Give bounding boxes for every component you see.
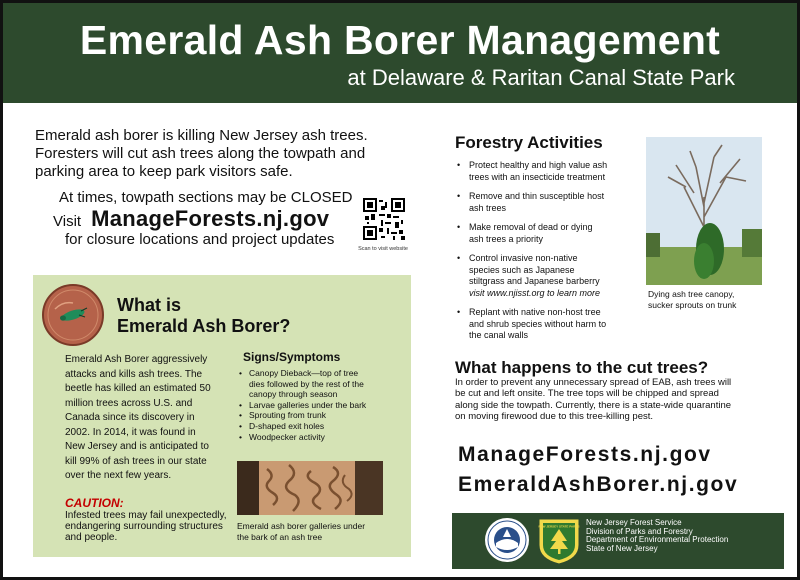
what-is-title-line: What is xyxy=(117,295,182,315)
manage-forests-link[interactable]: ManageForests.nj.gov xyxy=(458,443,712,466)
activity-item xyxy=(455,222,641,245)
body-line: In order to prevent any unnecessary spread of EAB, ash trees will xyxy=(455,377,732,388)
body-line: New Jersey and is anticipated to xyxy=(65,441,209,452)
body-line: over the next few years. xyxy=(65,470,172,481)
activity-line: • Replant with native non-host tree xyxy=(469,307,601,317)
caution-line: endangering surrounding structures xyxy=(65,521,223,532)
seal-text: NEW JERSEY STATE PARKS xyxy=(538,524,580,529)
activity-line: • Protect healthy and high value ash xyxy=(469,160,608,170)
intro-line: Emerald ash borer is killing New Jersey ash trees. xyxy=(35,127,368,144)
page-subtitle: at Delaware & Raritan Canal State Park xyxy=(347,65,735,90)
sign-line: • Sprouting from trunk xyxy=(249,410,327,421)
agency-line: Department of Environmental Protection xyxy=(586,535,729,545)
caption-line: Dying ash tree canopy, xyxy=(648,289,735,299)
caption-line: the bark of an ash tree xyxy=(237,532,323,542)
sign-line: dies followed by the rest of the xyxy=(249,378,364,389)
what-is-body xyxy=(65,353,221,484)
activity-line: • Remove and thin susceptible host xyxy=(469,191,605,201)
body-line: on moving firewood due to this tree-killing pest. xyxy=(455,410,654,422)
closure-locations-text: for closure locations and project updates xyxy=(65,231,335,248)
body-line: Emerald Ash Borer aggressively xyxy=(65,354,208,365)
activity-item xyxy=(455,253,641,299)
header-banner xyxy=(3,3,797,103)
qr-caption: Scan to visit website xyxy=(358,246,408,252)
sign-item xyxy=(237,410,407,421)
agency-line: New Jersey Forest Service xyxy=(586,518,682,527)
sign-line: canopy through season xyxy=(249,389,338,400)
activity-item xyxy=(455,307,641,342)
emerald-ash-borer-link[interactable]: EmeraldAshBorer.nj.gov xyxy=(458,473,739,496)
caption-line: sucker sprouts on trunk xyxy=(648,299,737,310)
activity-line: and shrub species without harm to xyxy=(469,318,607,329)
coin-beetle-image xyxy=(41,283,105,347)
visit-word: Visit xyxy=(53,213,82,230)
body-line: along side the towpath. Currently, there is a state-wide quarantine xyxy=(455,399,732,411)
activity-item xyxy=(455,160,641,183)
galleries-caption xyxy=(237,521,397,543)
sign-item xyxy=(237,368,407,400)
activity-line: • Make removal of dead or dying xyxy=(469,222,593,232)
visit-url-link[interactable]: ManageForests.nj.gov xyxy=(91,206,330,231)
bark-galleries-photo xyxy=(237,461,383,515)
sign-panel xyxy=(3,3,797,577)
sign-line: • Woodpecker activity xyxy=(249,431,325,442)
activity-line: ash trees a priority xyxy=(469,233,544,244)
qr-code-icon[interactable] xyxy=(363,198,405,240)
what-is-title-line: Emerald Ash Borer? xyxy=(117,316,291,336)
caption-line: Emerald ash borer galleries under xyxy=(237,521,366,531)
intro-line: Foresters will cut ash trees along the towpath and xyxy=(35,145,366,162)
agency-footer xyxy=(452,513,784,569)
closure-notice: At times, towpath sections may be CLOSED xyxy=(59,189,353,206)
body-line: attacks and kills ash trees. The xyxy=(65,368,203,380)
body-line: be cut and left onsite. The tree tops will be chipped and spread xyxy=(455,388,719,400)
tree-photo-caption xyxy=(648,289,778,310)
activity-line: ash trees xyxy=(469,202,507,213)
agency-line: State of New Jersey xyxy=(586,543,658,553)
state-parks-seal-icon xyxy=(536,515,582,565)
body-line: million trees across U.S. and xyxy=(65,397,193,409)
body-line: 2002. In 2014, it was found in xyxy=(65,426,196,438)
intro-line: parking area to keep park visitors safe. xyxy=(35,163,293,180)
sign-line: • Larvae galleries under the bark xyxy=(249,399,367,410)
agency-text xyxy=(586,519,728,553)
visit-row xyxy=(53,206,329,232)
what-is-eab-panel xyxy=(33,275,411,557)
activity-line: stiltgrass and Japanese barberry xyxy=(469,276,600,286)
body-line: Canada since its discovery in xyxy=(65,412,195,423)
caution-text xyxy=(65,510,265,543)
njisst-link[interactable]: visit www.njisst.org to learn more xyxy=(469,287,601,298)
sign-item xyxy=(237,421,407,432)
activity-line: the canal walls xyxy=(469,330,529,340)
caution-label: CAUTION: xyxy=(65,496,124,510)
activity-line: • Control invasive non-native xyxy=(469,253,578,263)
activity-line: trees with an insecticide treatment xyxy=(469,171,606,182)
signs-title: Signs/Symptoms xyxy=(243,350,341,364)
body-line: kill 99% of ash trees in our state xyxy=(65,455,207,467)
intro-text xyxy=(35,127,415,181)
ash-tree-photo xyxy=(646,137,762,285)
forestry-activities-list xyxy=(455,160,641,350)
sign-line: • Canopy Dieback—top of tree xyxy=(249,368,359,378)
sign-line: • D-shaped exit holes xyxy=(249,420,325,431)
cut-trees-title: What happens to the cut trees? xyxy=(455,358,709,377)
what-is-title xyxy=(117,295,290,337)
forestry-activities-title: Forestry Activities xyxy=(455,133,603,152)
activity-item xyxy=(455,191,641,214)
caution-line: and people. xyxy=(65,532,118,543)
activity-line: species such as Japanese xyxy=(469,264,575,275)
agency-line: Division of Parks and Forestry xyxy=(586,526,693,536)
sign-item xyxy=(237,400,407,411)
sign-item xyxy=(237,432,407,443)
page-title: Emerald Ash Borer Management xyxy=(79,17,721,63)
environmental-protection-seal-icon xyxy=(484,517,530,563)
caution-line: Infested trees may fail unexpectedly, xyxy=(65,510,227,521)
cut-trees-body xyxy=(455,377,785,422)
signs-list xyxy=(237,368,407,442)
body-line: beetle has killed an estimated 50 xyxy=(65,383,211,394)
